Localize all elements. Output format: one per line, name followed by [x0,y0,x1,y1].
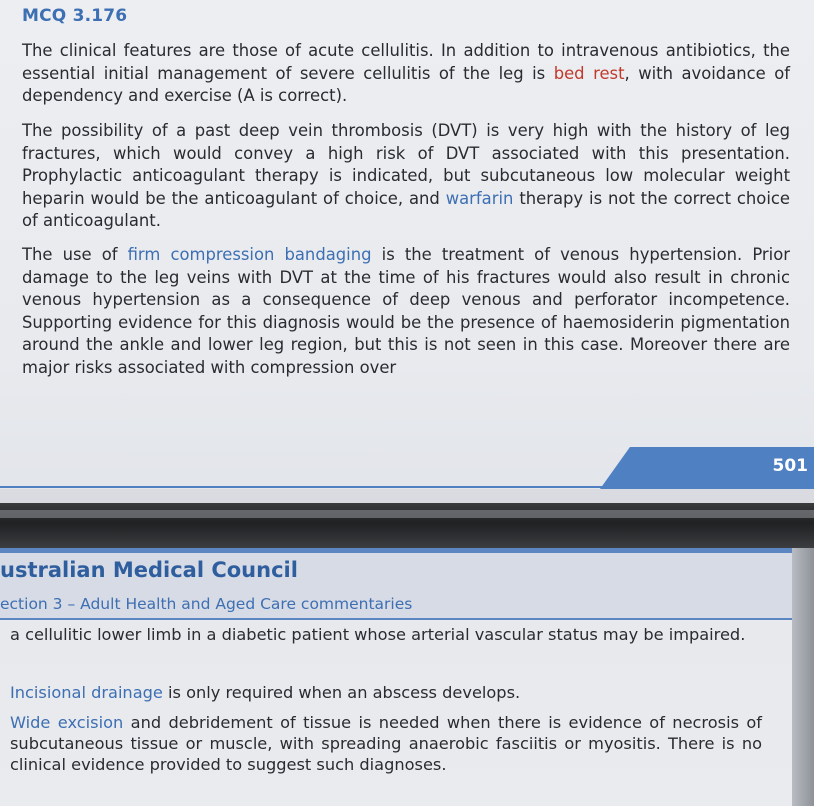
council-title: ustralian Medical Council [0,558,298,582]
p3-text-end: is the treatment of venous hypertension. Prior damage to the leg veins with DVT at the time of his fractures would also result in chronic venous hypertension as a consequence of deep venous and perforator incompetence. Supporting evidence for this diagnosis would be the presence of haemosiderin pigmentation around the ankle and lower leg region, but this is not seen in this case. Moreover there are major risks associated with compression over [22,245,790,377]
term-incisional-drainage: Incisional drainage [10,683,163,702]
page-footer-strip [0,489,814,503]
mcq-title: MCQ 3.176 [22,6,128,26]
term-bed-rest: bed rest [553,63,625,83]
header-top-bar [0,548,814,553]
paragraph-compression [22,244,790,380]
term-warfarin: warfarin [445,188,514,208]
section-title: ection 3 – Adult Health and Aged Care commentaries [0,595,413,613]
p2-text: The possibility of a past deep vein thrombosis (DVT) is very high with the history of leg fractures, which would convey a high risk of DVT associated with this presentation. Prophylactic anticoagulant therapy is indicated, but subcutaneous low molecular weight heparin would be the anticoagulant of choice, and [22,121,790,208]
paragraph-dvt [22,120,790,233]
paragraph-cellulitis [22,40,790,108]
page-edge-highlight [0,510,814,518]
page-spine-edge [792,548,814,806]
term-wide-excision: Wide excision [10,713,124,732]
term-compression-bandaging: firm compression bandaging [127,245,372,264]
p1-text: The clinical features are those of acute cellulitis. In addition to intravenous antibiotics, the essential initial management of severe cellulitis of the leg is [22,41,790,83]
p2-text-end: therapy is not the correct choice of anticoagulant. [22,188,790,231]
bottom-page [0,548,814,806]
page-footer-rule [0,486,814,488]
page-number: 501 [772,456,808,476]
b3-text: and debridement of tissue is needed when there is evidence of necrosis of subcutaneous tissue or muscle, with spreading anaerobic fasciitis or myositis. There is no clinical evidence provided to suggest such diagnoses. [10,713,762,774]
paragraph-diabetic-limb: a cellulitic lower limb in a diabetic patient whose arterial vascular status may be impaired. [10,625,746,644]
paragraph-incisional-drainage [10,682,762,703]
header-rule [0,618,814,620]
paragraph-wide-excision [10,712,762,775]
p3-text: The use of [22,245,128,264]
p1-text-end: , with avoidance of dependency and exercise (A is correct). [22,63,791,106]
b2-text: is only required when an abscess develops. [162,683,521,702]
